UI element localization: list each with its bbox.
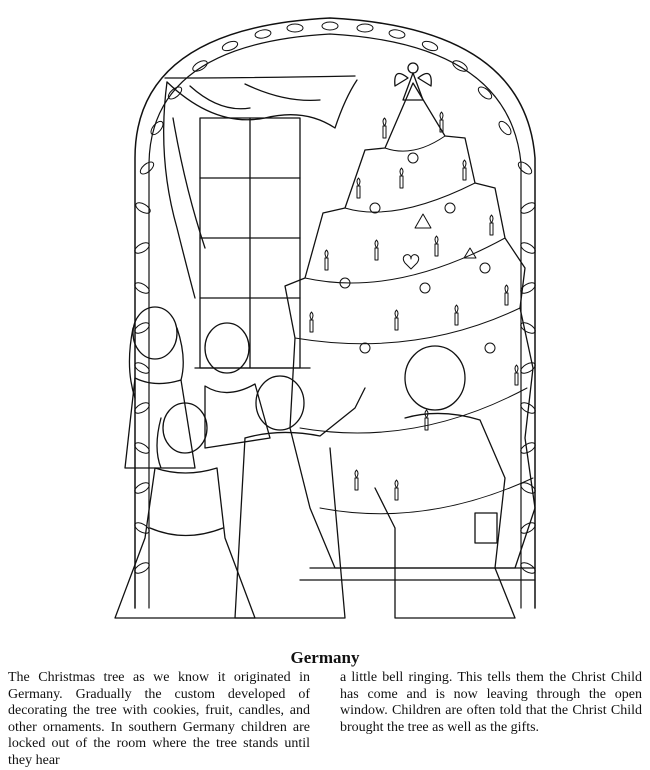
child-center-boy (235, 376, 365, 618)
child-small-girl (115, 403, 255, 618)
child-right-boy (375, 346, 515, 618)
tree-ornaments (340, 153, 495, 353)
tree-candles (310, 112, 518, 500)
page-title: Germany (290, 648, 360, 667)
caption-column-right: a little bell ringing. This tells them the Christ Child has come and is now leaving through the open window. Children are often told that the Christ Child brought the tree as well as the gifts. (340, 670, 642, 735)
caption-column-left: The Christmas tree as we know it originated in Germany. Gradually the custom developed of decorating the tree with cookies, fruit, candles, and other ornaments. In southern Germany children are locked out of the room where the tree stands until they hear (8, 670, 310, 768)
window (195, 118, 310, 368)
angel-topper (395, 63, 431, 100)
christmas-tree (285, 83, 535, 568)
christmas-tree-illustration (95, 8, 565, 640)
garland-arch (133, 18, 537, 608)
child-middle-boy (205, 323, 270, 448)
caption-text (8, 670, 642, 770)
